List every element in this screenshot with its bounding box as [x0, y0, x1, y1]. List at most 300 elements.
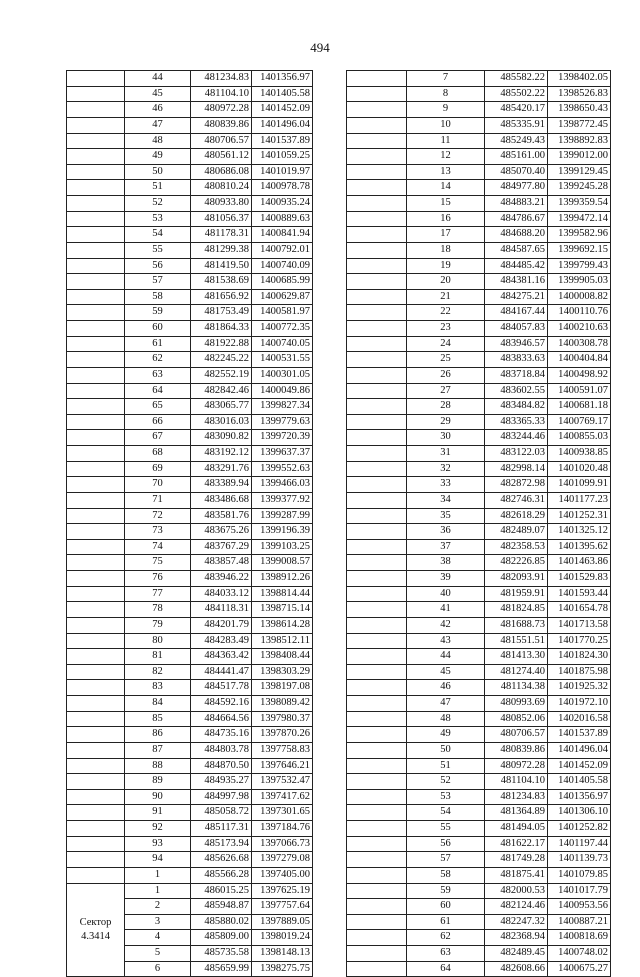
x-coordinate: 481104.10: [191, 86, 252, 102]
point-number: 80: [125, 633, 191, 649]
y-coordinate: 1399582.96: [548, 227, 611, 243]
x-coordinate: 484883.21: [485, 196, 548, 212]
y-coordinate: 1399012.00: [548, 149, 611, 165]
x-coordinate: 485249.43: [485, 133, 548, 149]
table-row: [347, 399, 611, 415]
empty-cell: [347, 946, 407, 962]
point-number: 9: [407, 102, 485, 118]
table-row: [347, 711, 611, 727]
table-row: [347, 789, 611, 805]
x-coordinate: 485058.72: [191, 805, 252, 821]
y-coordinate: 1400404.84: [548, 352, 611, 368]
x-coordinate: 484517.78: [191, 680, 252, 696]
x-coordinate: 485566.28: [191, 867, 252, 883]
point-number: 22: [407, 305, 485, 321]
x-coordinate: 481364.89: [485, 805, 548, 821]
table-row: [347, 914, 611, 930]
empty-cell: [67, 742, 125, 758]
x-coordinate: 483244.46: [485, 430, 548, 446]
y-coordinate: 1397625.19: [252, 883, 313, 899]
empty-cell: [347, 102, 407, 118]
table-row: [347, 367, 611, 383]
table-row: [347, 649, 611, 665]
empty-cell: [347, 836, 407, 852]
y-coordinate: 1401356.97: [252, 71, 313, 87]
point-number: 40: [407, 586, 485, 602]
x-coordinate: 483291.76: [191, 461, 252, 477]
point-number: 45: [407, 664, 485, 680]
point-number: 66: [125, 414, 191, 430]
point-number: 26: [407, 367, 485, 383]
table-row: [347, 258, 611, 274]
point-number: 57: [125, 274, 191, 290]
empty-cell: [67, 633, 125, 649]
x-coordinate: 484977.80: [485, 180, 548, 196]
table-row: [67, 649, 313, 665]
x-coordinate: 481178.31: [191, 227, 252, 243]
point-number: 93: [125, 836, 191, 852]
y-coordinate: 1400210.63: [548, 321, 611, 337]
table-row: [67, 508, 313, 524]
table-row: [347, 867, 611, 883]
empty-cell: [347, 336, 407, 352]
table-row: [67, 352, 313, 368]
empty-cell: [67, 117, 125, 133]
point-number: 7: [407, 71, 485, 87]
point-number: 69: [125, 461, 191, 477]
x-coordinate: 482000.53: [485, 883, 548, 899]
point-number: 4: [125, 930, 191, 946]
point-number: 60: [125, 321, 191, 337]
empty-cell: [347, 399, 407, 415]
table-row: [347, 321, 611, 337]
table-row: [347, 821, 611, 837]
y-coordinate: 1400740.05: [252, 336, 313, 352]
x-coordinate: 481274.40: [485, 664, 548, 680]
point-number: 55: [125, 242, 191, 258]
empty-cell: [67, 446, 125, 462]
empty-cell: [67, 789, 125, 805]
table-row: [347, 524, 611, 540]
point-number: 12: [407, 149, 485, 165]
x-coordinate: 482618.29: [485, 508, 548, 524]
y-coordinate: 1401770.25: [548, 633, 611, 649]
x-coordinate: 481959.91: [485, 586, 548, 602]
x-coordinate: 483389.94: [191, 477, 252, 493]
point-number: 88: [125, 758, 191, 774]
empty-cell: [347, 180, 407, 196]
x-coordinate: 483767.29: [191, 539, 252, 555]
y-coordinate: 1399799.43: [548, 258, 611, 274]
empty-cell: [347, 852, 407, 868]
x-coordinate: 484201.79: [191, 617, 252, 633]
table-row: [67, 774, 313, 790]
table-row: [67, 617, 313, 633]
y-coordinate: 1400629.87: [252, 289, 313, 305]
point-number: 16: [407, 211, 485, 227]
y-coordinate: 1400889.63: [252, 211, 313, 227]
x-coordinate: 482489.07: [485, 524, 548, 540]
empty-cell: [67, 133, 125, 149]
table-row: [347, 102, 611, 118]
y-coordinate: 1400301.05: [252, 367, 313, 383]
x-coordinate: 480972.28: [191, 102, 252, 118]
point-number: 89: [125, 774, 191, 790]
table-row: [67, 86, 313, 102]
empty-cell: [67, 555, 125, 571]
table-row: [67, 492, 313, 508]
y-coordinate: 1400748.02: [548, 946, 611, 962]
x-coordinate: 484363.42: [191, 649, 252, 665]
empty-cell: [347, 227, 407, 243]
x-coordinate: 484033.12: [191, 586, 252, 602]
table-row: [347, 758, 611, 774]
y-coordinate: 1397870.26: [252, 727, 313, 743]
point-number: 64: [125, 383, 191, 399]
point-number: 31: [407, 446, 485, 462]
x-coordinate: 482842.46: [191, 383, 252, 399]
x-coordinate: 482093.91: [485, 571, 548, 587]
y-coordinate: 1400792.01: [252, 242, 313, 258]
x-coordinate: 485809.00: [191, 930, 252, 946]
empty-cell: [347, 696, 407, 712]
y-coordinate: 1397532.47: [252, 774, 313, 790]
point-number: 84: [125, 696, 191, 712]
empty-cell: [67, 852, 125, 868]
table-row: [67, 571, 313, 587]
empty-cell: [347, 930, 407, 946]
y-coordinate: 1401197.44: [548, 836, 611, 852]
point-number: 52: [125, 196, 191, 212]
point-number: 50: [407, 742, 485, 758]
empty-cell: [347, 352, 407, 368]
table-row: [347, 633, 611, 649]
y-coordinate: 1398526.83: [548, 86, 611, 102]
x-coordinate: 482872.98: [485, 477, 548, 493]
y-coordinate: 1401405.58: [252, 86, 313, 102]
table-row: [67, 586, 313, 602]
x-coordinate: 482608.66: [485, 961, 548, 977]
table-row: [67, 242, 313, 258]
table-row: [67, 867, 313, 883]
empty-cell: [347, 430, 407, 446]
empty-cell: [347, 649, 407, 665]
point-number: 50: [125, 164, 191, 180]
table-row: [347, 492, 611, 508]
empty-cell: [67, 586, 125, 602]
table-row: [347, 86, 611, 102]
point-number: 56: [125, 258, 191, 274]
point-number: 63: [407, 946, 485, 962]
point-number: 43: [407, 633, 485, 649]
point-number: 58: [125, 289, 191, 305]
y-coordinate: 1399287.99: [252, 508, 313, 524]
x-coordinate: 484057.83: [485, 321, 548, 337]
y-coordinate: 1401059.25: [252, 149, 313, 165]
y-coordinate: 1397279.08: [252, 852, 313, 868]
table-row: [67, 805, 313, 821]
point-number: 1: [125, 883, 191, 899]
point-number: 92: [125, 821, 191, 837]
table-row: [67, 633, 313, 649]
point-number: 24: [407, 336, 485, 352]
empty-cell: [67, 274, 125, 290]
table-row: [347, 883, 611, 899]
empty-cell: [67, 367, 125, 383]
y-coordinate: 1398614.28: [252, 617, 313, 633]
y-coordinate: 1401824.30: [548, 649, 611, 665]
point-number: 27: [407, 383, 485, 399]
table-row: [347, 680, 611, 696]
x-coordinate: 480706.57: [485, 727, 548, 743]
x-coordinate: 481234.83: [191, 71, 252, 87]
y-coordinate: 1401452.09: [252, 102, 313, 118]
x-coordinate: 484786.67: [485, 211, 548, 227]
empty-cell: [347, 867, 407, 883]
point-number: 72: [125, 508, 191, 524]
y-coordinate: 1398408.44: [252, 649, 313, 665]
x-coordinate: 484935.27: [191, 774, 252, 790]
x-coordinate: 481134.38: [485, 680, 548, 696]
table-row: [67, 758, 313, 774]
point-number: 59: [407, 883, 485, 899]
point-number: 29: [407, 414, 485, 430]
point-number: 21: [407, 289, 485, 305]
x-coordinate: 484997.98: [191, 789, 252, 805]
x-coordinate: 482552.19: [191, 367, 252, 383]
empty-cell: [67, 805, 125, 821]
x-coordinate: 481688.73: [485, 617, 548, 633]
empty-cell: [347, 899, 407, 915]
y-coordinate: 1401537.89: [252, 133, 313, 149]
x-coordinate: 481824.85: [485, 602, 548, 618]
table-row: [67, 321, 313, 337]
y-coordinate: 1400855.03: [548, 430, 611, 446]
point-number: 20: [407, 274, 485, 290]
y-coordinate: 1400675.27: [548, 961, 611, 977]
point-number: 68: [125, 446, 191, 462]
y-coordinate: 1401019.97: [252, 164, 313, 180]
x-coordinate: 483946.57: [485, 336, 548, 352]
x-coordinate: 481234.83: [485, 789, 548, 805]
y-coordinate: 1400531.55: [252, 352, 313, 368]
x-coordinate: 480972.28: [485, 758, 548, 774]
table-row: [347, 539, 611, 555]
empty-cell: [67, 258, 125, 274]
point-number: 85: [125, 711, 191, 727]
table-row: [347, 899, 611, 915]
y-coordinate: 1401496.04: [252, 117, 313, 133]
y-coordinate: 1397757.64: [252, 899, 313, 915]
table-row: [67, 821, 313, 837]
table-row: [67, 602, 313, 618]
x-coordinate: 485335.91: [485, 117, 548, 133]
right-coordinates-table: [346, 70, 611, 977]
y-coordinate: 1401972.10: [548, 696, 611, 712]
empty-cell: [67, 477, 125, 493]
empty-cell: [67, 242, 125, 258]
point-number: 15: [407, 196, 485, 212]
table-row: [67, 180, 313, 196]
empty-cell: [347, 508, 407, 524]
empty-cell: [67, 649, 125, 665]
point-number: 37: [407, 539, 485, 555]
table-row: [347, 242, 611, 258]
table-row: [67, 539, 313, 555]
point-number: 1: [125, 867, 191, 883]
point-number: 57: [407, 852, 485, 868]
empty-cell: [67, 227, 125, 243]
point-number: 87: [125, 742, 191, 758]
empty-cell: [67, 696, 125, 712]
y-coordinate: 1398715.14: [252, 602, 313, 618]
empty-cell: [347, 164, 407, 180]
x-coordinate: 485735.58: [191, 946, 252, 962]
x-coordinate: 482746.31: [485, 492, 548, 508]
empty-cell: [347, 664, 407, 680]
x-coordinate: 481494.05: [485, 821, 548, 837]
empty-cell: [347, 633, 407, 649]
y-coordinate: 1401017.79: [548, 883, 611, 899]
y-coordinate: 1400740.09: [252, 258, 313, 274]
y-coordinate: 1401356.97: [548, 789, 611, 805]
empty-cell: [67, 180, 125, 196]
point-number: 46: [125, 102, 191, 118]
point-number: 55: [407, 821, 485, 837]
x-coordinate: 484664.56: [191, 711, 252, 727]
x-coordinate: 480852.06: [485, 711, 548, 727]
y-coordinate: 1401395.62: [548, 539, 611, 555]
x-coordinate: 483365.33: [485, 414, 548, 430]
table-row: [347, 774, 611, 790]
x-coordinate: 483602.55: [485, 383, 548, 399]
empty-cell: [67, 305, 125, 321]
empty-cell: [67, 617, 125, 633]
empty-cell: [347, 914, 407, 930]
x-coordinate: 481299.38: [191, 242, 252, 258]
x-coordinate: 484167.44: [485, 305, 548, 321]
empty-cell: [347, 477, 407, 493]
y-coordinate: 1401875.98: [548, 664, 611, 680]
point-number: 39: [407, 571, 485, 587]
x-coordinate: 483581.76: [191, 508, 252, 524]
table-row: [347, 446, 611, 462]
sector-cell: [67, 883, 125, 977]
point-number: 49: [407, 727, 485, 743]
point-number: 59: [125, 305, 191, 321]
y-coordinate: 1399827.34: [252, 399, 313, 415]
x-coordinate: 486015.25: [191, 883, 252, 899]
x-coordinate: 482998.14: [485, 461, 548, 477]
table-row: [347, 664, 611, 680]
point-number: 47: [407, 696, 485, 712]
table-row: [347, 946, 611, 962]
empty-cell: [67, 430, 125, 446]
table-row: [67, 742, 313, 758]
y-coordinate: 1401496.04: [548, 742, 611, 758]
x-coordinate: 481104.10: [485, 774, 548, 790]
x-coordinate: 481419.50: [191, 258, 252, 274]
y-coordinate: 1398303.29: [252, 664, 313, 680]
table-row: [67, 211, 313, 227]
x-coordinate: 481922.88: [191, 336, 252, 352]
y-coordinate: 1397066.73: [252, 836, 313, 852]
point-number: 3: [125, 914, 191, 930]
x-coordinate: 485880.02: [191, 914, 252, 930]
x-coordinate: 480810.24: [191, 180, 252, 196]
y-coordinate: 1400591.07: [548, 383, 611, 399]
table-row: [67, 680, 313, 696]
empty-cell: [67, 727, 125, 743]
empty-cell: [347, 774, 407, 790]
empty-cell: [347, 742, 407, 758]
table-row: [347, 289, 611, 305]
empty-cell: [347, 71, 407, 87]
table-row: [67, 102, 313, 118]
table-row: [347, 930, 611, 946]
y-coordinate: 1397889.05: [252, 914, 313, 930]
empty-cell: [67, 461, 125, 477]
table-row: [347, 508, 611, 524]
table-row: [67, 227, 313, 243]
sector-id: 4.3414: [81, 930, 110, 942]
point-number: 13: [407, 164, 485, 180]
x-coordinate: 481413.30: [485, 649, 548, 665]
table-row: [347, 196, 611, 212]
point-number: 71: [125, 492, 191, 508]
point-number: 54: [125, 227, 191, 243]
empty-cell: [347, 446, 407, 462]
empty-cell: [67, 758, 125, 774]
point-number: 33: [407, 477, 485, 493]
y-coordinate: 1399905.03: [548, 274, 611, 290]
table-row: [347, 117, 611, 133]
y-coordinate: 1400110.76: [548, 305, 611, 321]
table-row: [67, 883, 313, 899]
y-coordinate: 1399377.92: [252, 492, 313, 508]
point-number: 56: [407, 836, 485, 852]
x-coordinate: 484592.16: [191, 696, 252, 712]
point-number: 94: [125, 852, 191, 868]
x-coordinate: 484381.16: [485, 274, 548, 290]
point-number: 53: [407, 789, 485, 805]
point-number: 44: [407, 649, 485, 665]
empty-cell: [347, 133, 407, 149]
x-coordinate: 483090.82: [191, 430, 252, 446]
table-row: [67, 367, 313, 383]
y-coordinate: 1401463.86: [548, 555, 611, 571]
y-coordinate: 1400498.92: [548, 367, 611, 383]
y-coordinate: 1397405.00: [252, 867, 313, 883]
y-coordinate: 1401306.10: [548, 805, 611, 821]
empty-cell: [347, 727, 407, 743]
empty-cell: [67, 71, 125, 87]
empty-cell: [67, 336, 125, 352]
x-coordinate: 484587.65: [485, 242, 548, 258]
x-coordinate: 485582.22: [485, 71, 548, 87]
empty-cell: [67, 383, 125, 399]
y-coordinate: 1399008.57: [252, 555, 313, 571]
point-number: 86: [125, 727, 191, 743]
x-coordinate: 480686.08: [191, 164, 252, 180]
empty-cell: [347, 196, 407, 212]
table-row: [347, 836, 611, 852]
x-coordinate: 482358.53: [485, 539, 548, 555]
y-coordinate: 1401405.58: [548, 774, 611, 790]
x-coordinate: 484441.47: [191, 664, 252, 680]
empty-cell: [347, 524, 407, 540]
y-coordinate: 1400769.17: [548, 414, 611, 430]
